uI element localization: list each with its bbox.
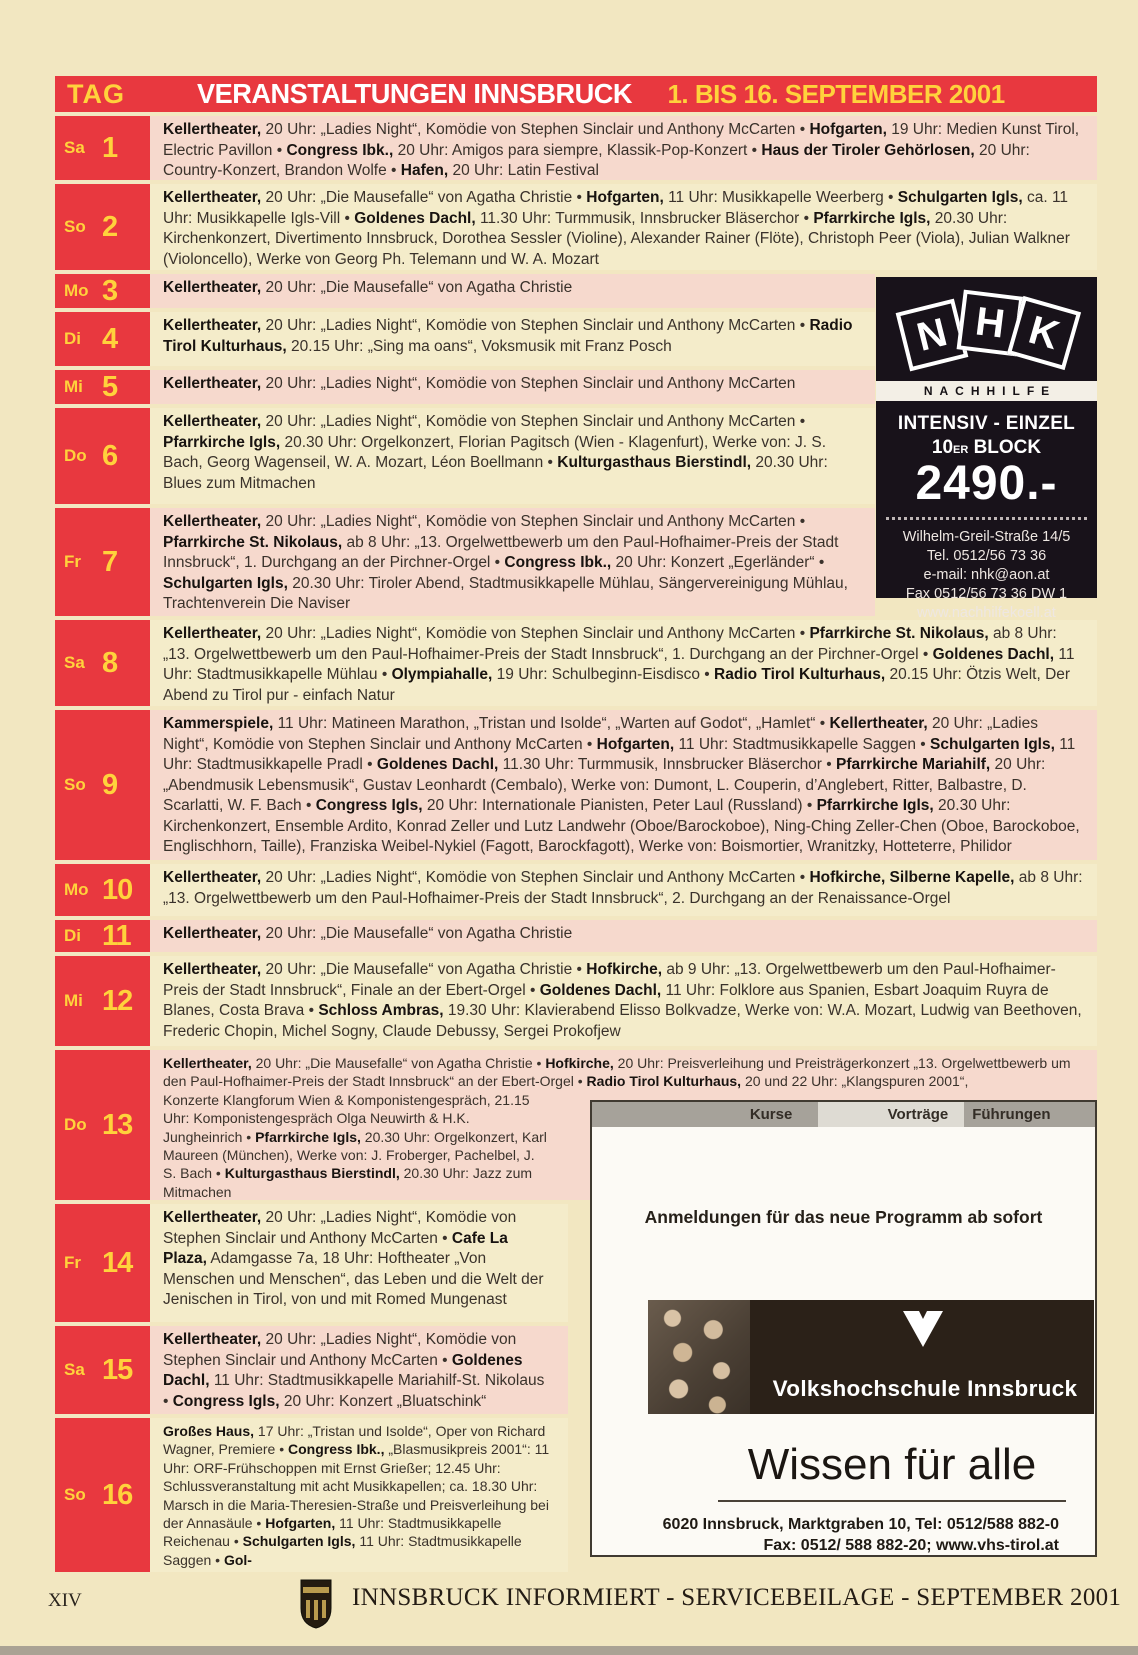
event-row (55, 184, 1097, 270)
nhk-contact-block (876, 528, 1097, 623)
event-text-main: Kellertheater, 20 Uhr: „Die Mausefalle“ von Agatha Christie • Hofkirche, ab 9 Uhr: „13. Orgelwettbewerb um den Paul-Hofhaimer-Preis der Stadt Innsbruck“, Finale an der Ebert-Orgel • Goldenes Dachl, 11 Uhr: Folklore aus Spanien, Esbart Joaquim Ruyra de Blanes, Costa Brava • Schloss Ambras, 19.30 Uhr: Klavierabend Elisso Bolkvadze, Werke von: W.A. Mozart, Ludwig van Beethoven, Frederic Chopin, Michel Sogny, Claude Debussy, Sergei Prokofjew (163, 961, 1082, 1040)
day-cell (55, 1418, 150, 1572)
day-abbr: Di (64, 926, 81, 945)
event-text-main: Kellertheater, 20 Uhr: „Ladies Night“, Komödie von Stephen Sinclair und Anthony McCarten • Goldenes Dachl, 11 Uhr: Stadtmusikkapelle Mariahilf-St. Nikolaus • Congress Igls, 20 Uhr: Konzert „Bluatschink“ (163, 1331, 545, 1410)
event-row (55, 1418, 568, 1572)
vhs-people-photo (648, 1300, 750, 1414)
page-header (55, 76, 1097, 112)
nhk-contact-line: Fax 0512/56 73 36 DW 1 (905, 586, 1068, 603)
event-row (55, 116, 1097, 180)
event-text (150, 1204, 568, 1322)
day-abbr: Mo (64, 880, 89, 899)
nhk-contact-line: e-mail: nhk@aon.at (923, 567, 1050, 584)
event-row (55, 508, 875, 616)
day-abbr: So (64, 217, 86, 236)
event-text (150, 312, 875, 366)
event-text (150, 864, 1097, 916)
event-text-main: Kellertheater, 20 Uhr: „Ladies Night“, Komödie von Stephen Sinclair und Anthony McCarten • Hofgarten, 19 Uhr: Medien Kunst Tirol, Electric Pavillon • Congress Ibk., 20 Uhr: Amigos para siempre, Klassik-Pop-Konzert • Haus der Tiroler Gehörlosen, 20 Uhr: Country-Konzert, Brandon Wolfe • Hafen, 20 Uhr: Latin Festival (163, 121, 1080, 179)
nhk-block-word: BLOCK (968, 437, 1042, 458)
day-number: 13 (102, 1108, 133, 1141)
event-text-main: Kellertheater, 20 Uhr: „Ladies Night“, Komödie von Stephen Sinclair und Anthony McCarten • Pfarrkirche St. Nikolaus, ab 8 Uhr: „13. Orgelwettbewerb um den Paul-Hofhaimer-Preis der Stadt Innsbruck“, 1. Durchgang an der Pirchner-Orgel • Goldenes Dachl, 11 Uhr: Stadtmusikkapelle Mühlau • Olympiahalle, 19 Uhr: Schulbeginn-Eisdisco • Radio Tirol Kulturhaus, 20.15 Uhr: Ötzis Welt, Der Abend zu Tirol pur - einfach Natur (163, 625, 1075, 704)
event-text (150, 370, 875, 404)
event-text (150, 1418, 568, 1572)
vhs-banner-title: Volkshochschule Innsbruck (772, 1376, 1078, 1401)
day-abbr: Do (64, 1115, 87, 1134)
day-abbr: Fr (64, 1253, 81, 1272)
event-text-main: Kellertheater, 20 Uhr: „Ladies Night“, Komödie von Stephen Sinclair und Anthony McCarten • Hofkirche, Silberne Kapelle, ab 8 Uhr: „13. Orgelwettbewerb um den Paul-Hofhaimer-Preis der Stadt Innsbruck“, 2. Durchgang an der Renaissance-Orgel (163, 869, 1083, 907)
day-abbr: Do (64, 446, 87, 465)
event-text-main: Kellertheater, 20 Uhr: „Die Mausefalle“ von Agatha Christie • Hofkirche, 20 Uhr: Preisverleihung und Preisträgerkonzert „13. Orgelwettbewerb um den Paul-Hofhaimer-Preis der Stadt Innsbruck“ an der Ebert-Orgel • Radio Tirol Kulturhaus, 20 und 22 Uhr: „Klangspuren 2001“, (163, 1055, 1071, 1090)
day-abbr: Sa (64, 138, 85, 157)
day-number: 14 (102, 1246, 133, 1279)
event-text-main: Kellertheater, 20 Uhr: „Ladies Night“, Komödie von Stephen Sinclair und Anthony McCarten (163, 375, 796, 392)
event-text-main: Kellertheater, 20 Uhr: „Die Mausefalle“ von Agatha Christie • Hofgarten, 11 Uhr: Musikkapelle Weerberg • Schulgarten Igls, ca. 11 Uhr: Musikkapelle Igls-Vill • Goldenes Dachl, 11.30 Uhr: Turmmusik, Innsbrucker Bläserchor • Pfarrkirche Igls, 20.30 Uhr: Kirchenkonzert, Divertimento Innsbruck, Dorothea Sessler (Violine), Alexander Rainer (Flöte), Christoph Peer (Viola), Julian Walkner (Violoncello), Werke von Georg Ph. Telemann und W. A. Mozart (163, 189, 1070, 268)
day-abbr: Di (64, 329, 81, 348)
event-text-main: Kellertheater, 20 Uhr: „Ladies Night“, Komödie von Stephen Sinclair und Anthony McCarten • Pfarrkirche St. Nikolaus, ab 8 Uhr: „13. Orgelwettbewerb um den Paul-Hofhaimer-Preis der Stadt Innsbruck“, 1. Durchgang an der Pirchner-Orgel • Congress Ibk., 20 Uhr: Konzert „Egerländer“ • Schulgarten Igls, 20.30 Uhr: Tiroler Abend, Stadtmusikkapelle Mühlau, Sängervereinigung Mühlau, Trachtenverein Die Naviser (163, 513, 848, 612)
event-text-main: Kellertheater, 20 Uhr: „Ladies Night“, Komödie von Stephen Sinclair und Anthony McCarten • Pfarrkirche Igls, 20.30 Uhr: Orgelkonzert, Florian Pagitsch (Wien - Klagenfurt), Werke von: J. S. Bach, Georg Wagenseil, W. A. Mozart, Léon Boellmann • Kulturgasthaus Bierstindl, 20.30 Uhr: Blues zum Mitmachen (163, 413, 828, 492)
day-cell (55, 184, 150, 270)
day-number: 5 (102, 370, 118, 403)
day-cell (55, 1326, 150, 1414)
day-cell (55, 710, 150, 860)
day-abbr: Mo (64, 281, 89, 300)
day-number: 15 (102, 1353, 133, 1386)
vhs-address (663, 1514, 1059, 1556)
vhs-tab-kurse: Kurse (592, 1102, 818, 1127)
nhk-logo-letter-h: H (957, 290, 1024, 357)
vhs-tab-fuehrungen: Führungen (964, 1102, 1095, 1127)
day-cell (55, 274, 150, 308)
event-text (150, 508, 875, 616)
event-text-main: Kellertheater, 20 Uhr: „Ladies Night“, Komödie von Stephen Sinclair und Anthony McCarten • Radio Tirol Kulturhaus, 20.15 Uhr: „Sing ma oans“, Voksmusik mit Franz Posch (163, 317, 853, 355)
day-abbr: Fr (64, 552, 81, 571)
event-row (55, 864, 1097, 916)
day-number: 10 (102, 873, 133, 906)
event-text-main: Kellertheater, 20 Uhr: „Ladies Night“, Komödie von Stephen Sinclair und Anthony McCarten • Cafe La Plaza, Adamgasse 7a, 18 Uhr: Hoftheater „Von Menschen und Menschen“, das Leben und die Welt der Jenischen in Tirol, von und mit Romed Mungenast (163, 1209, 544, 1308)
vhs-slogan: Wissen für alle (718, 1440, 1066, 1502)
event-row (55, 370, 875, 404)
vhs-tab-bar (592, 1102, 1095, 1127)
nhk-block-line (876, 437, 1097, 459)
innsbruck-crest-icon (299, 1578, 333, 1630)
vhs-headline: Anmeldungen für das neue Programm ab sofort (644, 1207, 1043, 1227)
event-text (150, 956, 1097, 1046)
day-cell (55, 508, 150, 616)
scan-edge-strip (0, 1646, 1138, 1655)
nhk-offer-line: INTENSIV - EINZEL (897, 413, 1076, 434)
day-abbr: So (64, 775, 86, 794)
vhs-v-logo-icon (900, 1310, 946, 1348)
day-abbr: Mi (64, 991, 83, 1010)
day-cell (55, 312, 150, 366)
event-text (150, 184, 1097, 270)
event-row (55, 1326, 568, 1414)
event-text-main: Großes Haus, 17 Uhr: „Tristan und Isolde“, Oper von Richard Wagner, Premiere • Congress Ibk., „Blasmusikpreis 2001“: 11 Uhr: ORF-Frühschoppen mit Ernst Grießer; 12.45 Uhr: Schlussveranstaltung mit acht Musikkapellen; ca. 18.30 Uhr: Marsch in die Maria-Theresien-Straße und Preisverleihung bei der Annasäule • Hofgarten, 11 Uhr: Stadtmusikkapelle Reichenau • Schulgarten Igls, 11 Uhr: Stadtmusikkapelle Saggen • Gol- (163, 1423, 550, 1568)
day-number: 2 (102, 210, 118, 243)
event-row (55, 710, 1097, 860)
day-number: 9 (102, 768, 118, 801)
nhk-dotted-divider (886, 517, 1087, 520)
day-number: 12 (102, 984, 133, 1017)
vhs-banner (648, 1300, 1094, 1414)
day-number: 8 (102, 646, 118, 679)
nhk-contact-line: Tel. 0512/56 73 36 (926, 548, 1047, 565)
event-text (150, 274, 875, 308)
event-text (150, 1326, 568, 1414)
event-row (55, 274, 875, 308)
event-text (150, 710, 1097, 860)
page-number: XIV (48, 1590, 82, 1611)
day-abbr: Sa (64, 653, 85, 672)
header-tag-label: TAG (67, 78, 125, 109)
day-cell (55, 370, 150, 404)
day-cell (55, 864, 150, 916)
event-row (55, 408, 875, 504)
nhk-contact-line: Wilhelm-Greil-Straße 14/5 (902, 529, 1071, 546)
page-title: VERANSTALTUNGEN INNSBRUCK (197, 78, 633, 109)
event-row (55, 312, 875, 366)
event-row (55, 1204, 568, 1322)
nhk-logo-letter-n: N (896, 299, 969, 372)
event-row (55, 920, 1097, 952)
day-cell (55, 1204, 150, 1322)
day-cell (55, 1050, 150, 1200)
vhs-ad (590, 1100, 1097, 1557)
day-abbr: Mi (64, 377, 83, 396)
day-cell (55, 920, 150, 952)
event-text-main: Kellertheater, 20 Uhr: „Die Mausefalle“ von Agatha Christie (163, 279, 573, 296)
day-cell (55, 408, 150, 504)
day-abbr: So (64, 1485, 86, 1504)
day-number: 11 (102, 920, 131, 952)
nhk-logo-icon (876, 287, 1097, 377)
nhk-block-unit: ER (953, 444, 969, 456)
event-text-continuation: Konzerte Klangforum Wien & Komponistengespräch, 21.15 Uhr: Komponistengespräch Olga Neuwirth & H.K. Jungheinrich • Pfarrkirche Igls, 20.30 Uhr: Orgelkonzert, Karl Maureen (München), Werke von: J. Froberger, Pachelbel, J. S. Bach • Kulturgasthaus Bierstindl, 20.30 Uhr: Jazz zum Mitmachen (163, 1091, 547, 1200)
event-text (150, 116, 1097, 180)
event-text (150, 920, 1097, 952)
event-text-main: Kellertheater, 20 Uhr: „Die Mausefalle“ von Agatha Christie (163, 925, 573, 942)
vhs-address-line1: 6020 Innsbruck, Marktgraben 10, Tel: 0512/588 882-0 (662, 1516, 1059, 1533)
day-cell (55, 116, 150, 180)
nhk-logo-letter-k: K (1007, 296, 1081, 370)
nhk-brand-subtitle: NACHHILFE (876, 381, 1097, 401)
day-cell (55, 620, 150, 706)
day-number: 7 (102, 545, 118, 578)
day-number: 6 (102, 439, 118, 472)
day-cell (55, 956, 150, 1046)
event-text-main: Kammerspiele, 11 Uhr: Matineen Marathon, „Tristan und Isolde“, „Warten auf Godot“, „Hamlet“ • Kellertheater, 20 Uhr: „Ladies Night“, Komödie von Stephen Sinclair und Anthony McCarten • Hofgarten, 11 Uhr: Stadtmusikkapelle Saggen • Schulgarten Igls, 11 Uhr: Stadtmusikkapelle Pradl • Goldenes Dachl, 11.30 Uhr: Turmmusik, Innsbrucker Bläserchor • Pfarrkirche Mariahilf, 20 Uhr: „Abendmusik Lebensmusik“, Gustav Leonhardt (Cembalo), Werke von: Dumont, L. Couperin, d’Anglebert, Ritter, Balbastre, D. Scarlatti, W. F. Bach • Congress Igls, 20 Uhr: Internationale Pianisten, Peter Laul (Russland) • Pfarrkirche Igls, 20.30 Uhr: Kirchenkonzert, Ensemble Ardito, Konrad Zeller und Lutz Landwehr (Oboe/Barockoboe), Ning-Ching Zeller-Chen (Oboe, Barockoboe, Englischhorn, Taille), Franziska Weibel-Nykiel (Fagott, Barockfagott), Werke von: Boismortier, Wranitzky, Hotteterre, Philidor (163, 715, 1080, 855)
vhs-tab-vortraege: Vorträge (818, 1102, 964, 1127)
event-row (55, 956, 1097, 1046)
vhs-address-line2: Fax: 0512/ 588 882-20; www.vhs-tirol.at (763, 1537, 1059, 1554)
day-number: 4 (102, 322, 118, 355)
day-abbr: Sa (64, 1360, 85, 1379)
nhk-contact-line: www.nachhilfekoell.at (917, 605, 1056, 622)
page-footer (0, 1578, 1138, 1640)
day-number: 16 (102, 1478, 133, 1511)
event-row (55, 620, 1097, 706)
event-text (150, 408, 875, 504)
event-text (150, 620, 1097, 706)
nhk-block-qty: 10 (931, 437, 954, 458)
day-number: 1 (102, 131, 118, 164)
header-date-range: 1. BIS 16. SEPTEMBER 2001 (667, 78, 1005, 109)
day-number: 3 (102, 274, 118, 307)
nhk-ad (876, 277, 1097, 622)
nhk-price: 2490.- (915, 457, 1058, 510)
footer-title: INNSBRUCK INFORMIERT - SERVICEBEILAGE - SEPTEMBER 2001 (352, 1584, 1122, 1611)
